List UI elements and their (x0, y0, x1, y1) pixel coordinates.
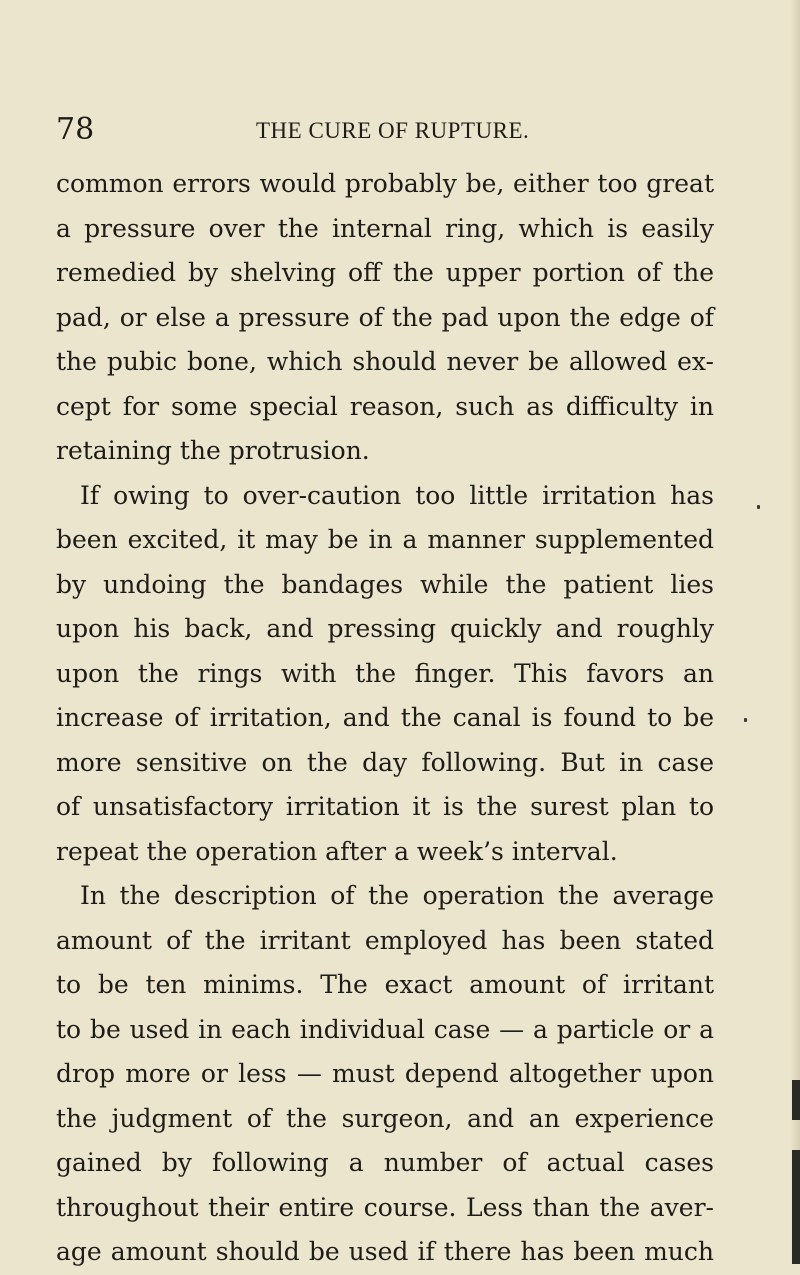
text-line: cept for some special reason, such as difficulty in (56, 391, 714, 421)
text-line: of unsatisfactory irritation it is the surest plan to (56, 792, 714, 821)
text-line: the judgment of the surgeon, and an experience (56, 1103, 714, 1133)
paragraph-first-line: If owing to over-caution too little irritation has (80, 480, 714, 510)
text-line: to be ten minims. The exact amount of irritant (56, 970, 714, 999)
running-title: THE CURE OF RUPTURE. (256, 118, 530, 143)
text-line: the pubic bone, which should never be allowed ex- (56, 347, 714, 376)
text-line: a pressure over the internal ring, which is easily (56, 213, 714, 243)
text-line: drop more or less — must depend altogether upon (56, 1059, 714, 1088)
running-head (56, 112, 716, 152)
text-line: more sensitive on the day following. But in case (56, 747, 714, 777)
text-line: age amount should be used if there has been much (56, 1237, 714, 1266)
text-line: remedied by shelving off the upper portion of the (56, 258, 714, 287)
print-speck (744, 718, 747, 722)
page-edge-mark (792, 1080, 800, 1120)
text-line: repeat the operation after a week’s interval. (56, 836, 618, 866)
text-line: throughout their entire course. Less than the aver- (56, 1192, 714, 1222)
text-line: pad, or else a pressure of the pad upon the edge of (56, 302, 714, 332)
text-line: been excited, it may be in a manner supplemented (56, 525, 714, 554)
text-line: by undoing the bandages while the patient lies (56, 569, 714, 599)
text-line: amount of the irritant employed has been stated (56, 925, 714, 955)
print-speck (757, 505, 760, 509)
page-edge-shadow (790, 0, 800, 1264)
page-number: 78 (56, 112, 95, 147)
paragraph-first-line: In the description of the operation the average (80, 881, 714, 910)
text-line: upon his back, and pressing quickly and roughly (56, 614, 714, 643)
text-line: retaining the protrusion. (56, 436, 370, 465)
text-line: gained by following a number of actual cases (56, 1148, 714, 1177)
text-line: common errors would probably be, either too great (56, 169, 714, 198)
page-edge-mark (792, 1150, 800, 1264)
text-line: to be used in each individual case — a particle or a (56, 1014, 714, 1044)
body-text (56, 162, 714, 1275)
text-line: upon the rings with the finger. This favors an (56, 658, 714, 688)
text-line: increase of irritation, and the canal is found to be (56, 703, 714, 732)
